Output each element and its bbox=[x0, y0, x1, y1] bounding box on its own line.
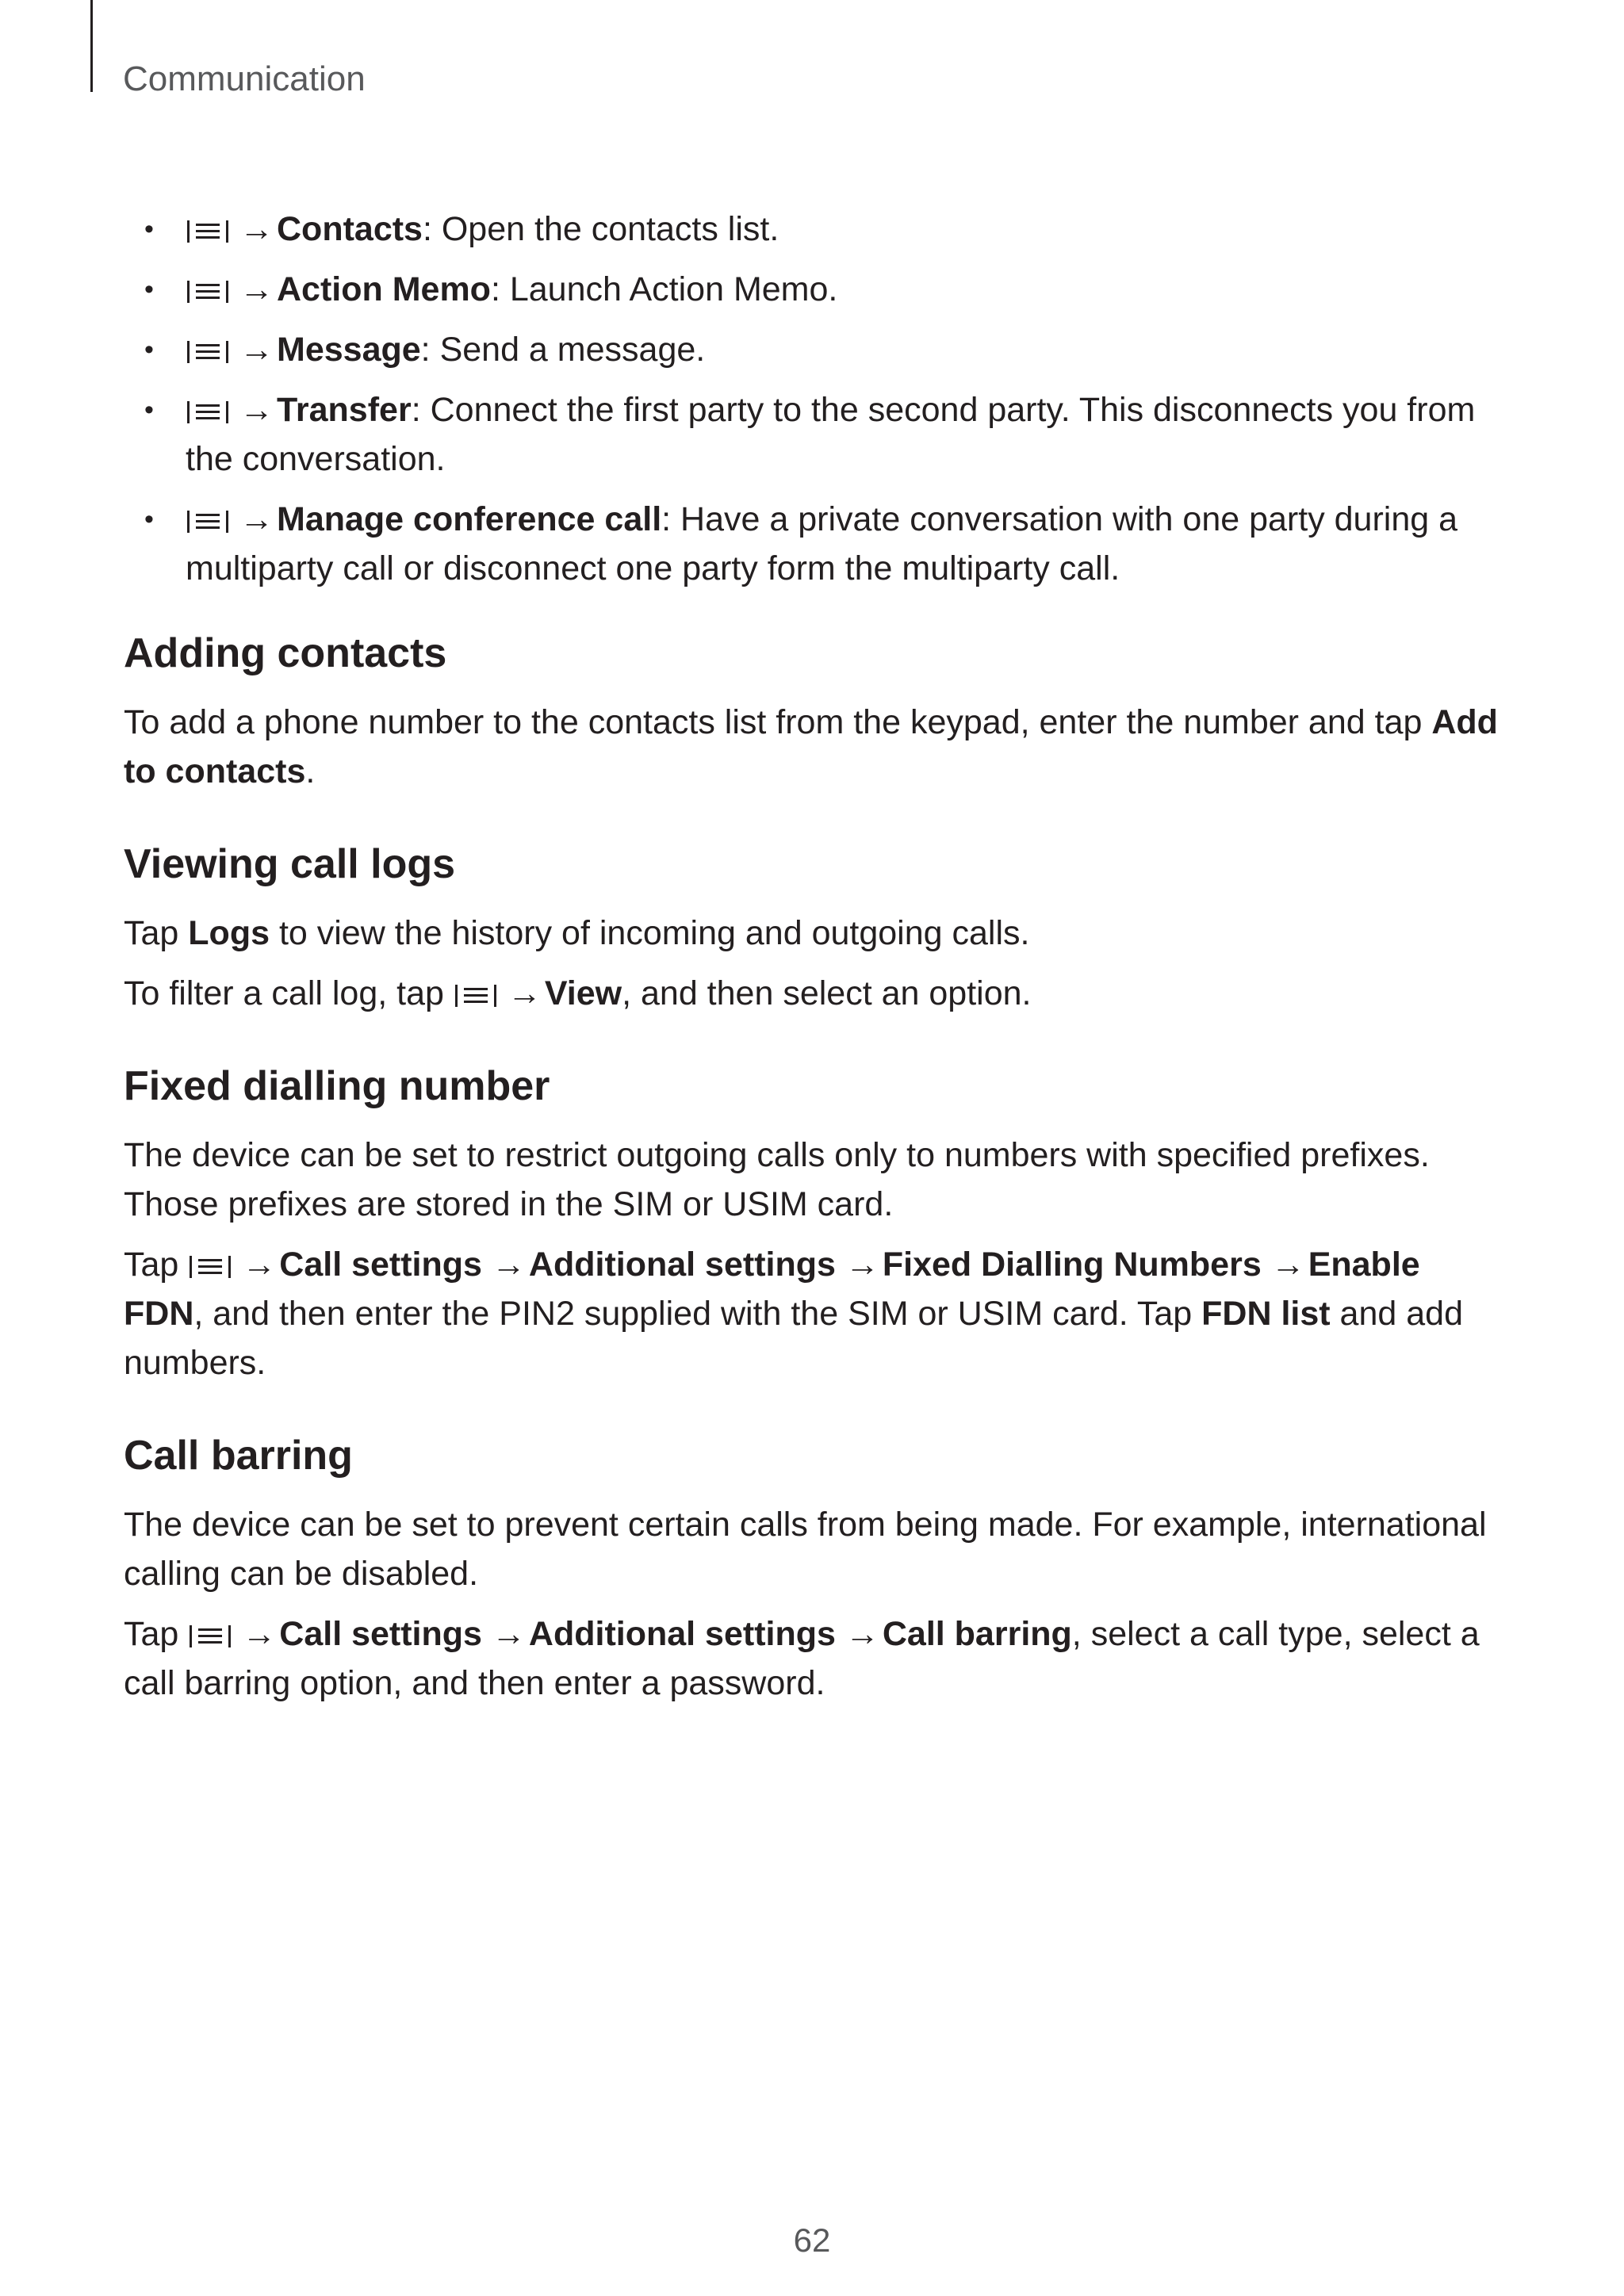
section-heading: Adding contacts bbox=[124, 630, 447, 676]
arrow-glyph: → bbox=[1270, 1246, 1305, 1284]
ui-term: Additional settings bbox=[528, 1615, 836, 1653]
option-term: Message bbox=[277, 331, 421, 369]
arrow-glyph: → bbox=[239, 210, 274, 248]
ui-term: Call settings bbox=[279, 1615, 482, 1653]
menu-icon bbox=[454, 983, 501, 1008]
arrow-glyph: → bbox=[239, 331, 274, 369]
paragraph: The device can be set to restrict outgoing calls only to numbers with specified prefixes. Those prefixes are stored in the SIM or USIM card. bbox=[124, 1136, 1430, 1223]
menu-icon bbox=[186, 509, 233, 534]
option-description: : Connect the first party to the second party. This disconnects you from the conversation. bbox=[186, 391, 1476, 478]
section-fixed-dialling-number bbox=[124, 1061, 1503, 1387]
section-adding-contacts bbox=[124, 628, 1503, 796]
section-heading: Viewing call logs bbox=[124, 841, 456, 887]
paragraph bbox=[124, 969, 1503, 1018]
page-content bbox=[124, 205, 1503, 1719]
menu-icon bbox=[186, 339, 233, 365]
paragraph-text: , select a call type, select a call barring option, and then enter a password. bbox=[124, 1615, 1480, 1702]
arrow-glyph: → bbox=[845, 1246, 879, 1284]
paragraph bbox=[124, 909, 1503, 958]
arrow-glyph: → bbox=[242, 1615, 277, 1653]
paragraph-text: Tap bbox=[124, 914, 189, 952]
page-margin-rule bbox=[90, 0, 93, 92]
arrow-glyph: → bbox=[239, 270, 274, 308]
paragraph-text: To filter a call log, tap bbox=[124, 974, 454, 1012]
bullet-dot: • bbox=[144, 395, 154, 425]
ui-term: Logs bbox=[188, 914, 270, 952]
option-term: Manage conference call bbox=[277, 500, 662, 538]
option-description: : Open the contacts list. bbox=[422, 210, 779, 248]
bullet-dot: • bbox=[144, 274, 154, 304]
arrow-glyph: → bbox=[507, 974, 542, 1012]
option-term: Transfer bbox=[277, 391, 412, 429]
list-item bbox=[124, 495, 1503, 593]
arrow-glyph: → bbox=[845, 1615, 879, 1653]
ui-term: View bbox=[544, 974, 622, 1012]
paragraph-text: Tap bbox=[124, 1246, 189, 1284]
paragraph-text: and add numbers. bbox=[124, 1295, 1463, 1382]
list-item bbox=[124, 205, 1503, 254]
list-item bbox=[124, 385, 1503, 484]
menu-icon bbox=[186, 279, 233, 304]
section-viewing-call-logs bbox=[124, 839, 1503, 1018]
menu-icon bbox=[186, 400, 233, 425]
section-heading: Call barring bbox=[124, 1433, 353, 1479]
paragraph-text: To add a phone number to the contacts list from the keypad, enter the number and tap bbox=[124, 703, 1432, 741]
option-description: : Send a message. bbox=[420, 331, 706, 369]
paragraph-text: to view the history of incoming and outgoing calls. bbox=[270, 914, 1030, 952]
ui-term: Additional settings bbox=[528, 1246, 836, 1284]
arrow-glyph: → bbox=[239, 391, 274, 429]
menu-icon bbox=[188, 1624, 236, 1649]
bullet-dot: • bbox=[144, 335, 154, 365]
menu-options-list bbox=[124, 205, 1503, 593]
menu-icon bbox=[188, 1254, 236, 1280]
bullet-dot: • bbox=[144, 504, 154, 534]
ui-term: Call settings bbox=[279, 1246, 482, 1284]
ui-term: Fixed Dialling Numbers bbox=[882, 1246, 1262, 1284]
paragraph bbox=[124, 1240, 1503, 1387]
list-item bbox=[124, 325, 1503, 374]
paragraph-text: , and then enter the PIN2 supplied with the SIM or USIM card. Tap bbox=[193, 1295, 1202, 1333]
ui-term: Enable FDN bbox=[124, 1246, 1420, 1333]
ui-term: FDN list bbox=[1201, 1295, 1331, 1333]
menu-icon bbox=[186, 219, 233, 244]
paragraph: The device can be set to prevent certain calls from being made. For example, international calling can be disabled. bbox=[124, 1506, 1487, 1593]
page-number: 62 bbox=[793, 2221, 831, 2259]
arrow-glyph: → bbox=[491, 1246, 526, 1284]
arrow-glyph: → bbox=[242, 1246, 277, 1284]
option-description: : Launch Action Memo. bbox=[490, 270, 838, 308]
ui-term: Call barring bbox=[882, 1615, 1072, 1653]
paragraph bbox=[124, 1609, 1503, 1708]
option-description: : Have a private conversation with one party during a multiparty call or disconnect one party form the multiparty call. bbox=[186, 500, 1458, 587]
paragraph-text: , and then select an option. bbox=[622, 974, 1032, 1012]
arrow-glyph: → bbox=[239, 500, 274, 538]
option-term: Action Memo bbox=[277, 270, 491, 308]
list-item bbox=[124, 265, 1503, 314]
ui-term: Add to contacts bbox=[124, 703, 1498, 790]
section-heading: Fixed dialling number bbox=[124, 1063, 550, 1109]
paragraph bbox=[124, 698, 1503, 796]
paragraph-text: Tap bbox=[124, 1615, 189, 1653]
arrow-glyph: → bbox=[491, 1615, 526, 1653]
section-call-barring bbox=[124, 1430, 1503, 1708]
bullet-dot: • bbox=[144, 214, 154, 244]
paragraph-text: . bbox=[305, 752, 316, 790]
running-header: Communication bbox=[123, 59, 366, 98]
option-term: Contacts bbox=[277, 210, 423, 248]
